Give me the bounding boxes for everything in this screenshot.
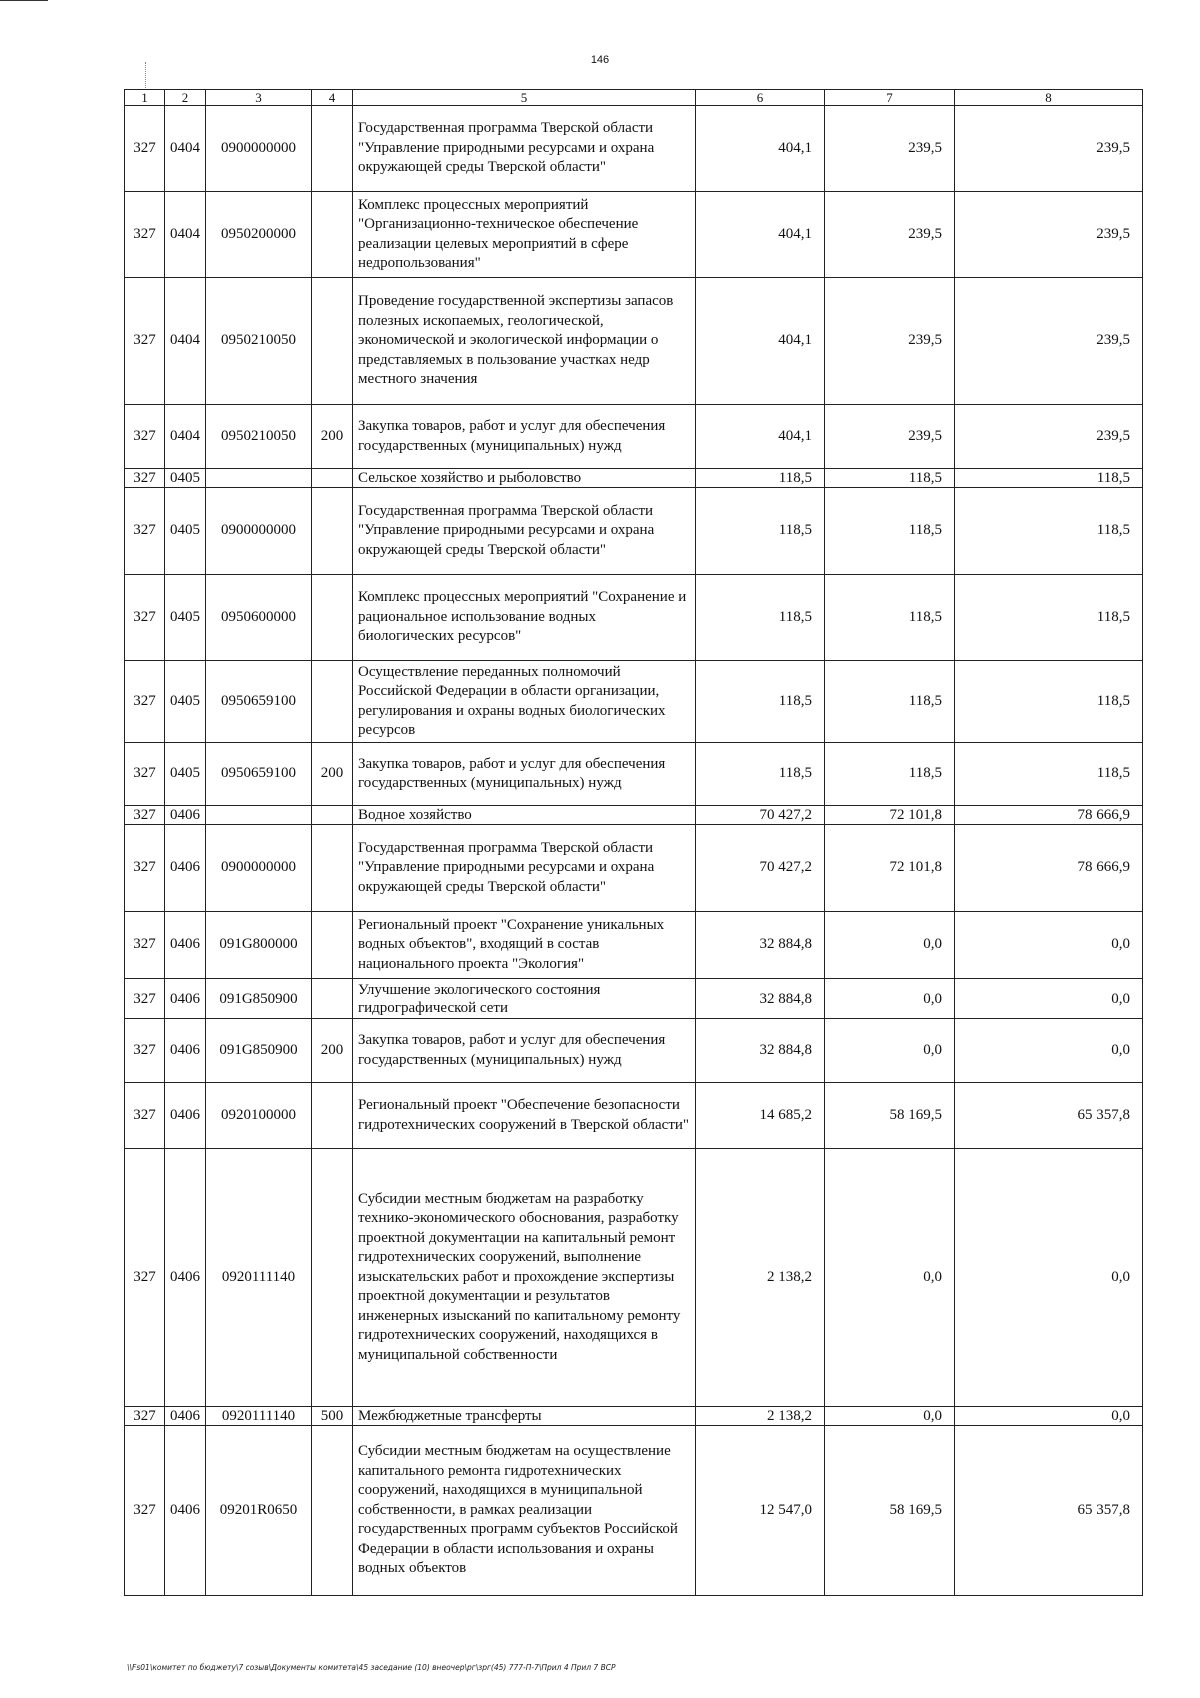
amount-col-8: 0,0: [955, 912, 1143, 979]
expense-type-code: [312, 979, 353, 1019]
section-code: 0406: [165, 1083, 206, 1149]
ministry-code: 327: [125, 192, 165, 278]
amount-col-8: 118,5: [955, 469, 1143, 488]
ministry-code: 327: [125, 469, 165, 488]
amount-col-8: 239,5: [955, 106, 1143, 192]
target-code: 0950600000: [206, 575, 312, 661]
amount-col-8: 118,5: [955, 488, 1143, 575]
amount-col-7: 0,0: [825, 979, 955, 1019]
amount-col-8: 65 357,8: [955, 1083, 1143, 1149]
amount-col-8: 0,0: [955, 1019, 1143, 1083]
section-code: 0406: [165, 806, 206, 825]
header-cell: 6: [696, 90, 825, 106]
section-code: 0404: [165, 278, 206, 405]
item-name: Закупка товаров, работ и услуг для обеспечения государственных (муниципальных) нужд: [353, 743, 696, 806]
target-code: 0950210050: [206, 405, 312, 469]
target-code: 0950210050: [206, 278, 312, 405]
target-code: 091G800000: [206, 912, 312, 979]
amount-col-6: 32 884,8: [696, 1019, 825, 1083]
section-code: 0406: [165, 1407, 206, 1426]
expense-type-code: [312, 488, 353, 575]
section-code: 0405: [165, 575, 206, 661]
amount-col-8: 239,5: [955, 192, 1143, 278]
item-name: Межбюджетные трансферты: [353, 1407, 696, 1426]
ministry-code: 327: [125, 743, 165, 806]
item-name: Государственная программа Тверской области "Управление природными ресурсами и охрана окружающей среды Тверской области": [353, 825, 696, 912]
header-cell: 5: [353, 90, 696, 106]
section-code: 0405: [165, 488, 206, 575]
section-code: 0405: [165, 743, 206, 806]
amount-col-7: 118,5: [825, 488, 955, 575]
target-code: 0900000000: [206, 488, 312, 575]
amount-col-6: 118,5: [696, 469, 825, 488]
item-name: Субсидии местным бюджетам на разработку технико-экономического обоснования, разработку проектной документации на капитальный ремонт гидротехнических сооружений, выполнение изыскательских работ и прохождение экспертизы проектной документации и результатов инженерных изысканий по капитальному ремонту гидротехнических сооружений, находящихся в муниципальной собственности: [353, 1149, 696, 1407]
target-code: 0950659100: [206, 743, 312, 806]
amount-col-6: 14 685,2: [696, 1083, 825, 1149]
header-cell: 2: [165, 90, 206, 106]
target-code: 0920111140: [206, 1407, 312, 1426]
table-row: [125, 278, 1143, 405]
table-row: [125, 1426, 1143, 1596]
target-code: 0950200000: [206, 192, 312, 278]
ministry-code: 327: [125, 1149, 165, 1407]
section-code: 0404: [165, 106, 206, 192]
table-row: [125, 106, 1143, 192]
table-row: [125, 912, 1143, 979]
amount-col-6: 404,1: [696, 106, 825, 192]
table-row: [125, 825, 1143, 912]
amount-col-6: 12 547,0: [696, 1426, 825, 1596]
amount-col-8: 65 357,8: [955, 1426, 1143, 1596]
amount-col-8: 118,5: [955, 743, 1143, 806]
item-name: Осуществление переданных полномочий Российской Федерации в области организации, регулирования и охраны водных биологических ресурсов: [353, 661, 696, 743]
amount-col-7: 58 169,5: [825, 1426, 955, 1596]
amount-col-8: 118,5: [955, 575, 1143, 661]
amount-col-7: 118,5: [825, 743, 955, 806]
table-row: [125, 405, 1143, 469]
amount-col-8: 239,5: [955, 405, 1143, 469]
expense-type-code: [312, 278, 353, 405]
target-code: 0920100000: [206, 1083, 312, 1149]
table-row: [125, 979, 1143, 1019]
amount-col-6: 118,5: [696, 743, 825, 806]
ministry-code: 327: [125, 1083, 165, 1149]
target-code: 0920111140: [206, 1149, 312, 1407]
amount-col-8: 78 666,9: [955, 806, 1143, 825]
item-name: Региональный проект "Сохранение уникальных водных объектов", входящий в состав национального проекта "Экология": [353, 912, 696, 979]
amount-col-7: 118,5: [825, 661, 955, 743]
amount-col-8: 239,5: [955, 278, 1143, 405]
amount-col-6: 118,5: [696, 488, 825, 575]
ministry-code: 327: [125, 1426, 165, 1596]
budget-table: [124, 89, 1143, 1596]
ministry-code: 327: [125, 1019, 165, 1083]
amount-col-6: 32 884,8: [696, 979, 825, 1019]
item-name: Улучшение экологического состояния гидрографической сети: [353, 979, 696, 1019]
ministry-code: 327: [125, 106, 165, 192]
amount-col-6: 2 138,2: [696, 1149, 825, 1407]
amount-col-7: 0,0: [825, 1019, 955, 1083]
amount-col-8: 0,0: [955, 1407, 1143, 1426]
ministry-code: 327: [125, 661, 165, 743]
amount-col-6: 118,5: [696, 661, 825, 743]
amount-col-6: 404,1: [696, 278, 825, 405]
section-code: 0405: [165, 469, 206, 488]
section-code: 0406: [165, 825, 206, 912]
expense-type-code: 200: [312, 1019, 353, 1083]
ministry-code: 327: [125, 825, 165, 912]
amount-col-7: 58 169,5: [825, 1083, 955, 1149]
target-code: [206, 806, 312, 825]
amount-col-6: 70 427,2: [696, 806, 825, 825]
amount-col-7: 118,5: [825, 469, 955, 488]
item-name: Комплекс процессных мероприятий "Сохранение и рациональное использование водных биологических ресурсов": [353, 575, 696, 661]
section-code: 0406: [165, 1426, 206, 1596]
header-cell: 8: [955, 90, 1143, 106]
amount-col-7: 72 101,8: [825, 806, 955, 825]
section-code: 0406: [165, 979, 206, 1019]
ministry-code: 327: [125, 575, 165, 661]
table-row: [125, 469, 1143, 488]
expense-type-code: 200: [312, 743, 353, 806]
table-row: [125, 1407, 1143, 1426]
expense-type-code: [312, 661, 353, 743]
amount-col-6: 70 427,2: [696, 825, 825, 912]
header-row: [125, 90, 1143, 106]
table-row: [125, 661, 1143, 743]
target-code: 091G850900: [206, 1019, 312, 1083]
ministry-code: 327: [125, 1407, 165, 1426]
page-number: 146: [590, 54, 610, 66]
expense-type-code: 200: [312, 405, 353, 469]
ministry-code: 327: [125, 405, 165, 469]
expense-type-code: [312, 825, 353, 912]
item-name: Сельское хозяйство и рыболовство: [353, 469, 696, 488]
expense-type-code: [312, 806, 353, 825]
scan-edge-line: [0, 0, 48, 1]
amount-col-7: 118,5: [825, 575, 955, 661]
target-code: 0950659100: [206, 661, 312, 743]
ministry-code: 327: [125, 806, 165, 825]
amount-col-7: 72 101,8: [825, 825, 955, 912]
section-code: 0404: [165, 405, 206, 469]
header-cell: 1: [125, 90, 165, 106]
amount-col-8: 0,0: [955, 1149, 1143, 1407]
target-code: [206, 469, 312, 488]
expense-type-code: [312, 469, 353, 488]
amount-col-7: 239,5: [825, 278, 955, 405]
header-cell: 4: [312, 90, 353, 106]
target-code: 09201R0650: [206, 1426, 312, 1596]
amount-col-7: 0,0: [825, 1149, 955, 1407]
section-code: 0406: [165, 1019, 206, 1083]
table-row: [125, 192, 1143, 278]
amount-col-8: 0,0: [955, 979, 1143, 1019]
expense-type-code: [312, 575, 353, 661]
table-row: [125, 488, 1143, 575]
ministry-code: 327: [125, 979, 165, 1019]
item-name: Закупка товаров, работ и услуг для обеспечения государственных (муниципальных) нужд: [353, 1019, 696, 1083]
target-code: 0900000000: [206, 825, 312, 912]
section-code: 0406: [165, 1149, 206, 1407]
table-row: [125, 1149, 1143, 1407]
item-name: Государственная программа Тверской области "Управление природными ресурсами и охрана окружающей среды Тверской области": [353, 106, 696, 192]
item-name: Субсидии местным бюджетам на осуществление капитального ремонта гидротехнических сооружений, находящихся в муниципальной собственности, в рамках реализации государственных программ субъектов Российской Федерации в области использования и охраны водных объектов: [353, 1426, 696, 1596]
table-row: [125, 743, 1143, 806]
ministry-code: 327: [125, 488, 165, 575]
table-row: [125, 575, 1143, 661]
expense-type-code: [312, 1083, 353, 1149]
table-row: [125, 1019, 1143, 1083]
section-code: 0404: [165, 192, 206, 278]
item-name: Закупка товаров, работ и услуг для обеспечения государственных (муниципальных) нужд: [353, 405, 696, 469]
amount-col-6: 32 884,8: [696, 912, 825, 979]
ministry-code: 327: [125, 912, 165, 979]
item-name: Государственная программа Тверской области "Управление природными ресурсами и охрана окружающей среды Тверской области": [353, 488, 696, 575]
expense-type-code: [312, 192, 353, 278]
item-name: Региональный проект "Обеспечение безопасности гидротехнических сооружений в Тверской области": [353, 1083, 696, 1149]
amount-col-8: 78 666,9: [955, 825, 1143, 912]
expense-type-code: [312, 106, 353, 192]
amount-col-6: 404,1: [696, 405, 825, 469]
item-name: Проведение государственной экспертизы запасов полезных ископаемых, геологической, экономической и экологической информации о представляемых в пользование участках недр местного значения: [353, 278, 696, 405]
table-row: [125, 1083, 1143, 1149]
amount-col-7: 239,5: [825, 405, 955, 469]
amount-col-8: 118,5: [955, 661, 1143, 743]
header-cell: 3: [206, 90, 312, 106]
amount-col-7: 239,5: [825, 192, 955, 278]
item-name: Водное хозяйство: [353, 806, 696, 825]
file-path-footer: \\Fs01\комитет по бюджету\7 созыв\Документы комитета\45 заседание (10) внеочер\рг\зрг(45) 777-П-7\Прил 4 Прил 7 ВСР: [127, 1663, 616, 1672]
amount-col-6: 2 138,2: [696, 1407, 825, 1426]
table-row: [125, 806, 1143, 825]
amount-col-7: 0,0: [825, 912, 955, 979]
header-cell: 7: [825, 90, 955, 106]
amount-col-7: 0,0: [825, 1407, 955, 1426]
target-code: 0900000000: [206, 106, 312, 192]
section-code: 0406: [165, 912, 206, 979]
expense-type-code: [312, 1426, 353, 1596]
target-code: 091G850900: [206, 979, 312, 1019]
section-code: 0405: [165, 661, 206, 743]
amount-col-6: 118,5: [696, 575, 825, 661]
ministry-code: 327: [125, 278, 165, 405]
expense-type-code: [312, 912, 353, 979]
expense-type-code: [312, 1149, 353, 1407]
amount-col-7: 239,5: [825, 106, 955, 192]
item-name: Комплекс процессных мероприятий "Организационно-техническое обеспечение реализации целевых мероприятий в сфере недропользования": [353, 192, 696, 278]
expense-type-code: 500: [312, 1407, 353, 1426]
amount-col-6: 404,1: [696, 192, 825, 278]
